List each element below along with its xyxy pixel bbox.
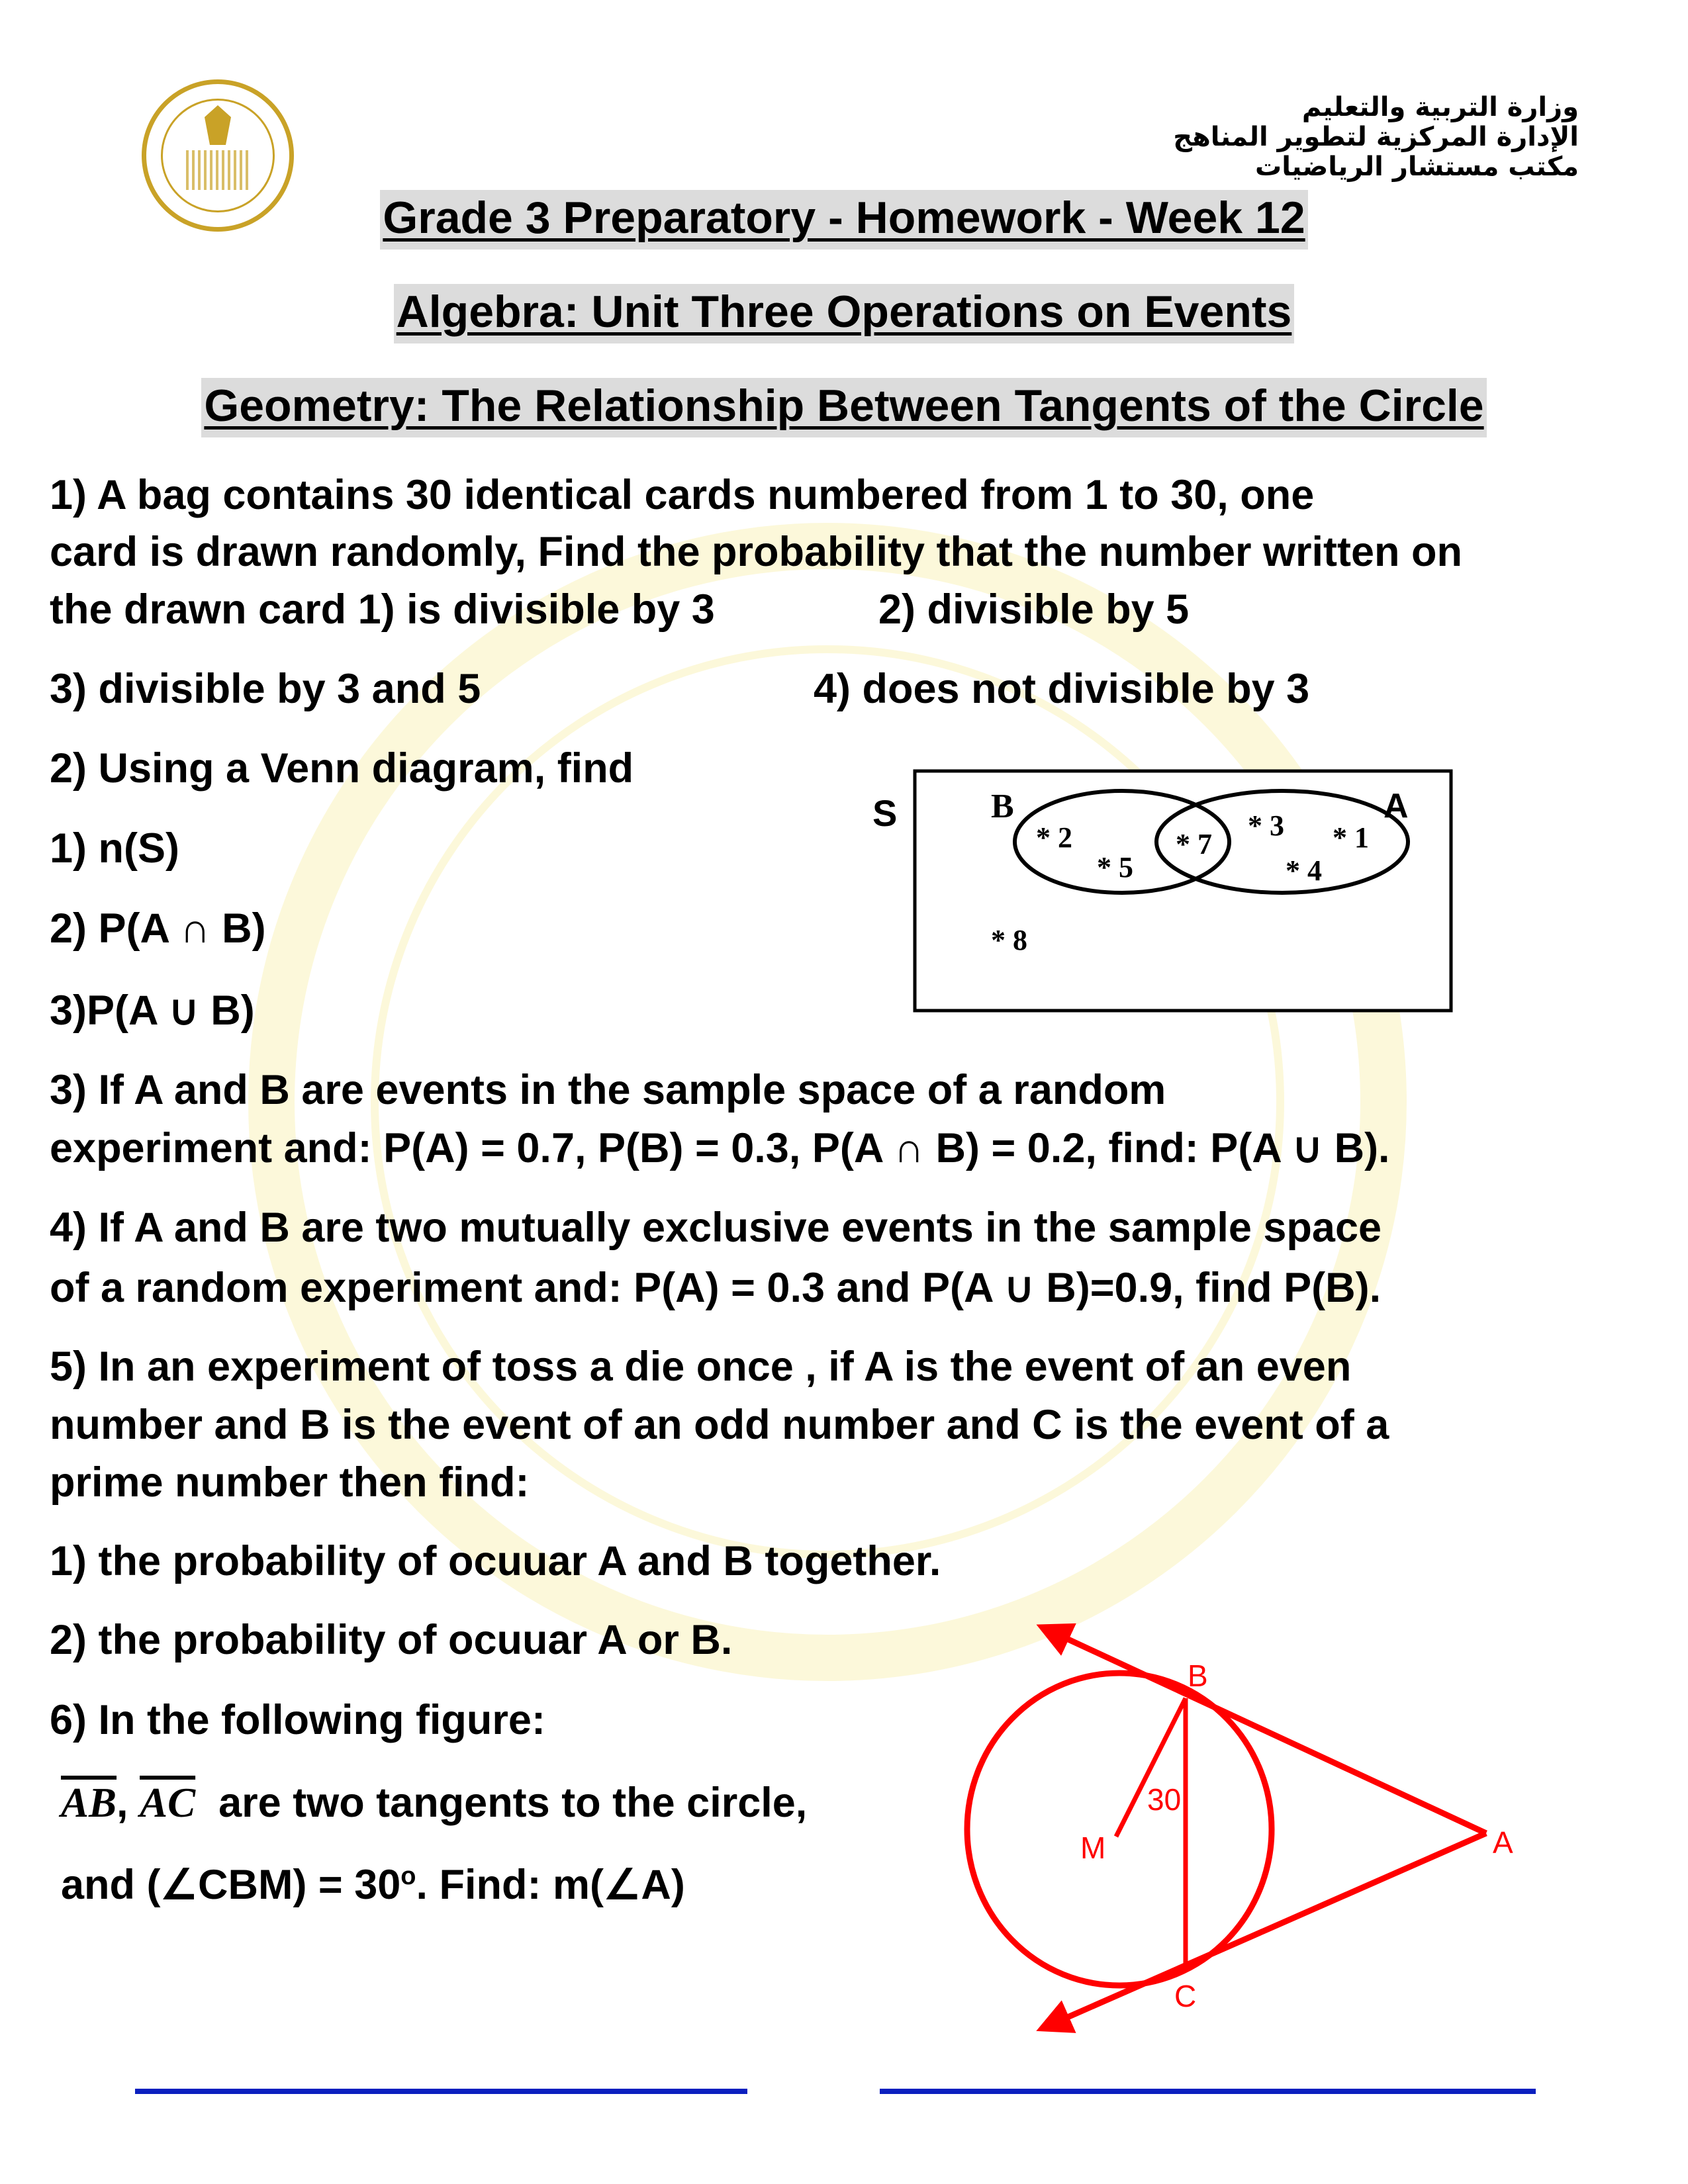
set-b-label: B [991,788,1014,825]
label-c: C [1174,1979,1197,2013]
angle-label: 30 [1147,1782,1182,1817]
segment-ab: $\overline{AB}$ [61,1780,117,1826]
q5-line: prime number then find: [50,1459,530,1506]
bottom-rule-right [880,2089,1536,2094]
q6-line: $\overline{AB}$, $\overline{AC}$ are two tangents to the circle, [61,1780,808,1826]
q2-item: 3)P(A ∪ B) [50,987,255,1034]
label-a: A [1493,1825,1513,1860]
label-b: B [1188,1659,1208,1693]
q5-line: number and B is the event of an odd number and C is the event of a [50,1402,1389,1448]
venn-element: * 8 [991,924,1027,956]
venn-element: * 1 [1333,821,1369,854]
q3-line: 3) If A and B are events in the sample space of a random [50,1067,1166,1113]
venn-element: * 7 [1176,828,1212,860]
arabic-line: مكتب مستشار الرياضيات [1255,152,1579,182]
arabic-line: الإدارة المركزية لتطوير المناهج [1173,122,1579,152]
q4-line: 4) If A and B are two mutually exclusive events in the sample space [50,1205,1382,1251]
q1-line: card is drawn randomly, Find the probability that the number written on [50,529,1463,575]
tangent-figure [967,1632,1486,2024]
algebra-heading: Algebra: Unit Three Operations on Events [0,286,1688,338]
q2-intro: 2) Using a Venn diagram, find [50,745,634,792]
q4-line: of a random experiment and: P(A) = 0.3 and P(A ∪ B)=0.9, find P(B). [50,1265,1382,1311]
q2-item: 1) n(S) [50,825,179,872]
venn-element: * 4 [1286,854,1322,887]
q5-item: 1) the probability of ocuuar A and B together. [50,1538,941,1584]
venn-element: * 2 [1036,821,1072,854]
venn-diagram [872,771,1451,1011]
venn-element: * 5 [1097,851,1133,884]
figure-labels [1080,1659,1513,2013]
bottom-rule-left [135,2089,747,2094]
q1-line: 3) divisible by 3 and 5 [50,666,481,712]
q6-line: and (∠CBM) = $30^o$. Find: m(∠A) [61,1862,685,1908]
q6-intro: 6) In the following figure: [50,1697,545,1743]
set-a-label: A [1383,787,1409,825]
q5-item: 2) the probability of ocuuar A or B. [50,1617,733,1663]
q1-line: 2) divisible by 5 [878,586,1190,633]
universe-label: S [872,792,898,834]
q2-item: 2) P(A ∩ B) [50,905,266,952]
label-m: M [1080,1831,1106,1865]
geometry-heading: Geometry: The Relationship Between Tangents of the Circle [0,380,1688,432]
q1-line: 4) does not divisible by 3 [814,666,1310,712]
q5-line: 5) In an experiment of toss a die once , if A is the event of an even [50,1343,1352,1390]
page-title: Grade 3 Preparatory - Homework - Week 12 [0,192,1688,244]
venn-element: * 3 [1248,809,1284,842]
q3-line: experiment and: P(A) = 0.7, P(B) = 0.3, P(A ∩ B) = 0.2, find: P(A ∪ B). [50,1125,1390,1171]
segment-ac: $\overline{AC}$ [140,1780,196,1826]
arabic-line: وزارة التربية والتعليم [1301,92,1579,122]
q1-line: 1) A bag contains 30 identical cards numbered from 1 to 30, one [50,472,1315,518]
q1-line: the drawn card 1) is divisible by 3 [50,586,715,633]
